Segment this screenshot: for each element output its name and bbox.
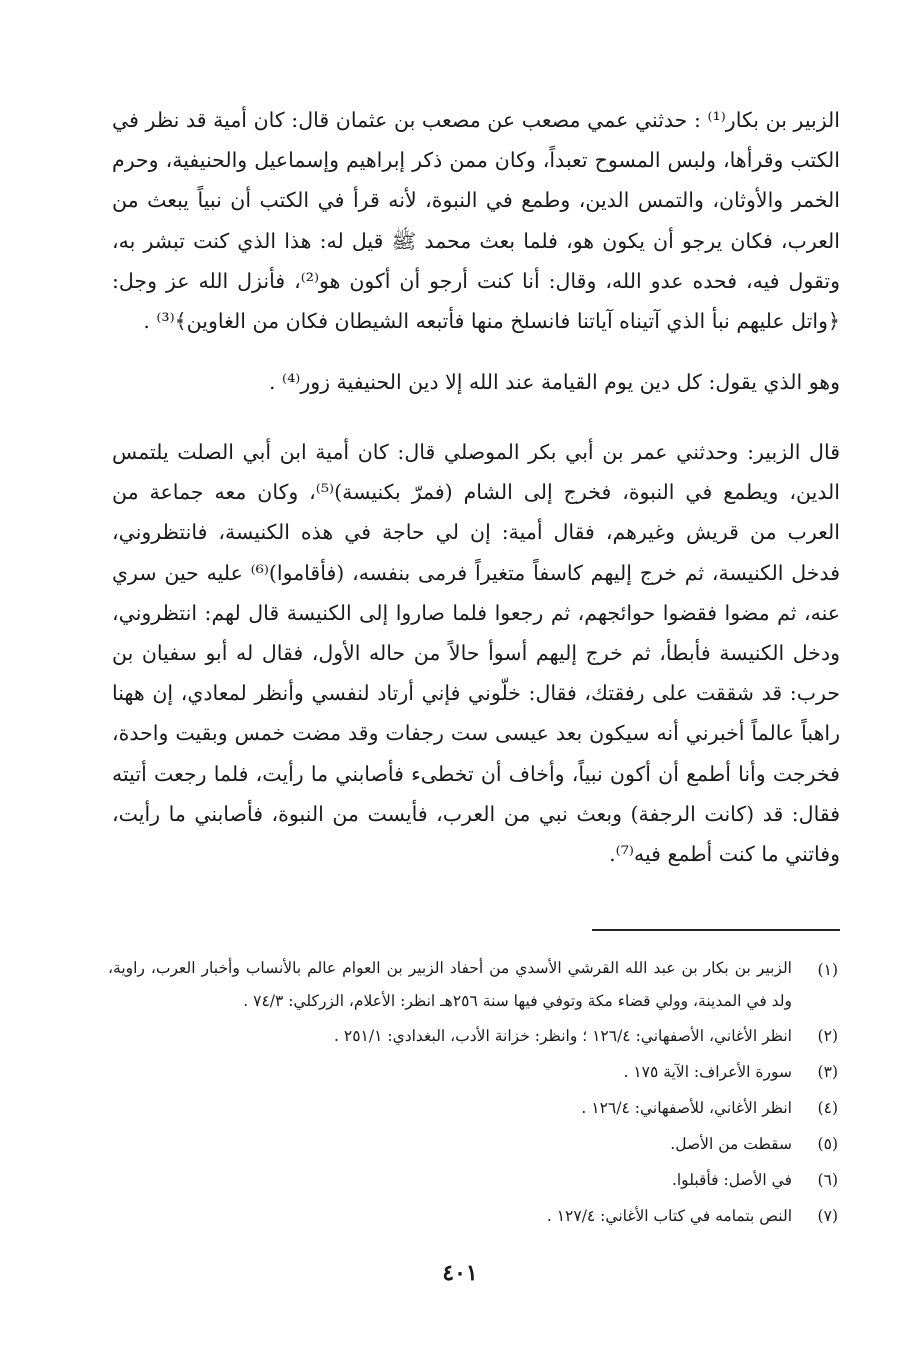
footnote-text: سورة الأعراف: الآية ١٧٥ . [623, 1063, 792, 1081]
footnote-1 [108, 952, 838, 1018]
footnote-text: انظر الأغاني، للأصفهاني: ١٢٦/٤ . [581, 1099, 792, 1117]
paragraph-3: قال الزبير: وحدثني عمر بن أبي بكر الموصلي قال: كان أمية ابن أبي الصلت يلتمس الدين، ويطمع في النبوة، فخرج إلى الشام (فمرّ بكنيسة)⁽⁵⁾، وكان معه جماعة من العرب من قريش وغيرهم، فقال أمية: إن لي حاجة في هذه الكنيسة، فانتظروني، فدخل الكنيسة، ثم خرج إليهم كاسفاً متغيراً فرمى بنفسه، (فأقاموا)⁽⁶⁾ عليه حين سري عنه، ثم مضوا فقضوا حوائجهم، ثم رجعوا فلما صاروا إلى الكنيسة قال لهم: انتظروني، ودخل الكنيسة فأبطأ، ثم خرج إليهم أسوأ حالاً من حاله الأول، فقال له أبو سفيان بن حرب: قد شققت على رفقتك، فقال: خلّوني فإني أرتاد لنفسي وأنظر لمعادي، إن ههنا راهباً عالماً أخبرني أنه سيكون بعد عيسى ست رجفات وقد مضت خمس وبقيت واحدة، فخرجت وأنا أطمع أن أكون نبياً، وأخاف أن تخطىء فأصابني ما رأيت، فلما رجعت أتيته فقال: قد (كانت الرجفة) وبعث نبي من العرب، فأيست من النبوة، فأصابني ما رأيت، وفاتني ما كنت أطمع فيه⁽⁷⁾. [112, 440, 840, 867]
footnote-2 [108, 1018, 838, 1054]
footnote-6 [108, 1162, 838, 1198]
footnote-7 [108, 1198, 838, 1234]
footnote-text: سقطت من الأصل. [670, 1135, 792, 1153]
footnote-separator [592, 929, 840, 931]
footnote-text: الزبير بن بكار بن عبد الله القرشي الأسدي من أحفاد الزبير بن العوام عالم بالأنساب وأخبار العرب، راوية، ولد في المدينة، وولي قضاء مكة وتوفي فيها سنة ٢٥٦هـ انظر: الأعلام، الزركلي: ٧٤/٣ . [108, 959, 792, 1010]
footnote-3 [108, 1054, 838, 1090]
footnote-text: النص بتمامه في كتاب الأغاني: ١٢٧/٤ . [546, 1207, 792, 1225]
paragraph-1: الزبير بن بكار⁽¹⁾ : حدثني عمي مصعب عن مصعب بن عثمان قال: كان أمية قد نظر في الكتب وقرأها، ولبس المسوح تعبداً، وكان ممن ذكر إبراهيم وإسماعيل والحنيفية، وحرم الخمر والأوثان، والتمس الدين، وطمع في النبوة، لأنه قرأ في الكتب أن نبياً يبعث من العرب، فكان يرجو أن يكون هو، فلما بعث محمد ﷺ قيل له: هذا الذي كنت تبشر به، وتقول فيه، فحده عدو الله، وقال: أنا كنت أرجو أن أكون هو⁽²⁾، فأنزل الله عز وجل: ﴿واتل عليهم نبأ الذي آتيناه آياتنا فانسلخ منها فأتبعه الشيطان فكان من الغاوين﴾⁽³⁾ . [112, 108, 840, 334]
footnote-number: (٢) [817, 1027, 838, 1045]
footnote-4 [108, 1090, 838, 1126]
footnote-number: (٧) [817, 1207, 838, 1225]
page-number: ٤٠١ [442, 1260, 478, 1286]
footnote-number: (٣) [817, 1063, 838, 1081]
footnote-number: (٥) [817, 1135, 838, 1153]
footnote-number: (٤) [817, 1099, 838, 1117]
footnotes-list [108, 952, 838, 1234]
paragraph-2: وهو الذي يقول: كل دين يوم القيامة عند الله إلا دين الحنيفية زور⁽⁴⁾ . [269, 370, 840, 394]
footnote-5 [108, 1126, 838, 1162]
footnote-text: انظر الأغاني، الأصفهاني: ١٢٦/٤ ؛ وانظر: خزانة الأدب، البغدادي: ٢٥١/١ . [334, 1027, 792, 1045]
footnote-number: (١) [817, 961, 838, 979]
footnote-number: (٦) [817, 1171, 838, 1189]
footnote-text: في الأصل: فأقبلوا. [671, 1171, 792, 1189]
